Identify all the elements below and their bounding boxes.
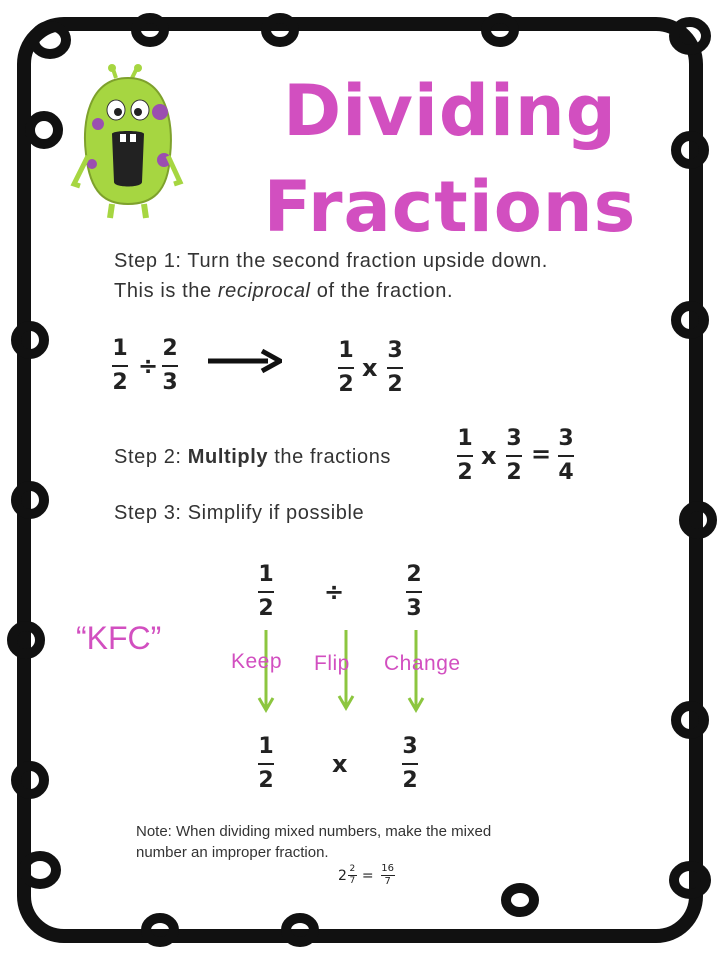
- times-sign: x: [362, 354, 378, 382]
- fraction: 1 2: [457, 426, 473, 485]
- fraction: 1 2: [258, 562, 274, 621]
- change-label: Change: [384, 652, 461, 675]
- fraction: 3 2: [387, 338, 403, 397]
- fraction: 2 3: [406, 562, 422, 621]
- note-line1: Note: When dividing mixed numbers, make the mixed: [136, 823, 492, 840]
- fraction: 1 2: [112, 336, 128, 395]
- right-arrow-icon: [206, 348, 282, 374]
- title-line-2: Fractions: [263, 166, 637, 248]
- divide-sign: ÷: [138, 352, 159, 380]
- times-sign: x: [332, 750, 348, 778]
- fraction: 3 4: [558, 426, 574, 485]
- kfc-label: “KFC”: [76, 620, 162, 656]
- times-sign: x: [481, 442, 497, 470]
- step1-line2-pre: This is the: [114, 280, 218, 302]
- fraction: 1 2: [338, 338, 354, 397]
- fraction: 1 2: [258, 734, 274, 793]
- multiply-term: Multiply: [187, 446, 269, 468]
- keep-label: Keep: [231, 650, 283, 673]
- note-line2: number an improper fraction.: [136, 844, 329, 861]
- fraction: 3 2: [506, 426, 522, 485]
- step1-line2: [114, 280, 453, 303]
- reciprocal-term: reciprocal: [217, 280, 311, 302]
- mixed-number-example: 2 2 7 = 16 7: [338, 863, 395, 887]
- step2-text: Step 2: Multiply the fractions: [114, 446, 392, 468]
- divide-sign: ÷: [324, 578, 345, 606]
- step3-text: Step 3: Simplify if possible: [114, 502, 365, 524]
- flip-label: Flip: [314, 652, 350, 675]
- step1-line2-post: of the fraction.: [310, 280, 454, 302]
- fraction: 3 2: [402, 734, 418, 793]
- fraction: 2 3: [162, 336, 178, 395]
- title-line-1: Dividing: [283, 70, 617, 152]
- equals-sign: =: [531, 440, 552, 468]
- step1-line1: Step 1: Turn the second fraction upside down.: [114, 250, 548, 272]
